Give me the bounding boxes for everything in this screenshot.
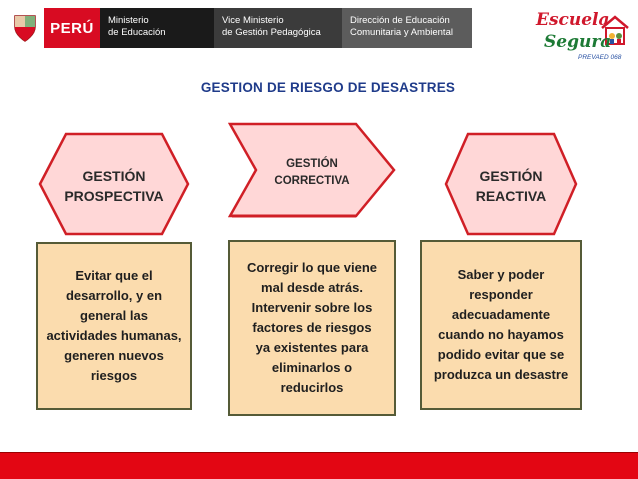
page-title: GESTION DE RIESGO DE DESASTRES bbox=[200, 80, 456, 95]
ministry-label: Ministerio de Educación bbox=[100, 8, 214, 48]
vice-ministry-label: Vice Ministerio de Gestión Pedagógica bbox=[214, 8, 342, 48]
heading-prospectiva: GESTIÓN PROSPECTIVA bbox=[64, 168, 164, 204]
government-banner bbox=[8, 8, 472, 48]
direction-label: Dirección de Educación Comunitaria y Ambiental bbox=[342, 8, 472, 48]
header bbox=[0, 0, 638, 60]
footer-bar bbox=[0, 452, 638, 479]
coat-of-arms-icon bbox=[12, 13, 38, 43]
arrow-reactiva bbox=[444, 132, 578, 236]
escuela-segura-logo bbox=[530, 4, 634, 68]
text-box-prospectiva: Evitar que el desarrollo, y en general las actividades humanas, generen nuevos riesgos bbox=[36, 242, 192, 410]
arrow-correctiva bbox=[228, 122, 396, 240]
arrow-prospectiva bbox=[38, 132, 190, 236]
heading-correctiva: GESTIÓN CORRECTIVA bbox=[274, 158, 350, 187]
logo-text-segura: Segura bbox=[544, 32, 612, 52]
heading-reactiva: GESTIÓN REACTIVA bbox=[475, 168, 547, 204]
logo-program-label: PREVAED 068 bbox=[578, 54, 622, 61]
text-box-correctiva: Corregir lo que viene mal desde atrás. Intervenir sobre los factores de riesgos ya existentes para eliminarlos o reducirlos bbox=[228, 240, 396, 416]
country-label: PERÚ bbox=[44, 8, 100, 48]
peru-brand bbox=[8, 8, 100, 48]
text-box-reactiva: Saber y poder responder adecuadamente cuando no hayamos podido evitar que se produzca un desastre bbox=[420, 240, 582, 410]
logo-text-escuela: Escuela bbox=[536, 10, 610, 30]
